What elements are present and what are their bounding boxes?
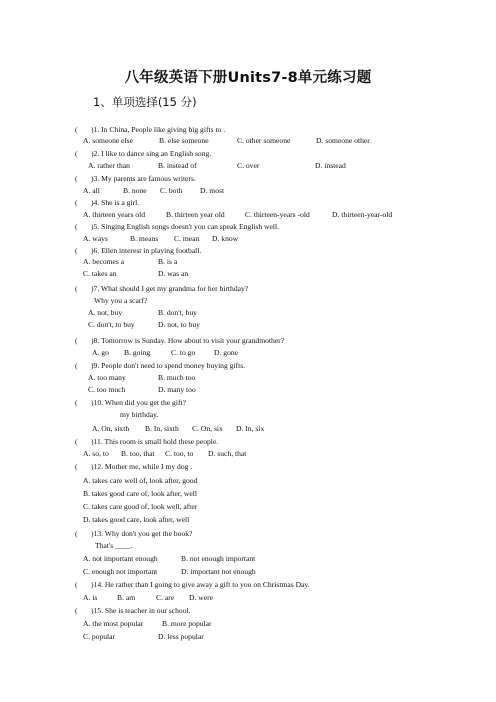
option-c: C. over [237, 161, 260, 170]
question-stem: )15. She is teacher in our school. [91, 606, 191, 615]
option-b: B. going [124, 348, 151, 357]
option-a: A. thirteen years old [83, 210, 145, 219]
question-line-2: Why you a scarf? [94, 296, 148, 305]
question-stem: )9. People don't need to spend money buying gifts. [91, 361, 246, 370]
question-11: ( )11. This room is small hold these people. [75, 437, 219, 446]
option-c: C. are [156, 593, 175, 602]
option-d: D. not, to buy [158, 320, 200, 329]
option-d: D. instead [315, 161, 346, 170]
option-a: A. becomes a [83, 257, 125, 266]
question-10: ( )10. When did you get the gift? [75, 398, 186, 407]
option-b: B. don't, buy [158, 308, 197, 317]
option-b: B. takes good care of, look after, well [83, 489, 197, 498]
section-heading: 1、单项选择(15 分) [93, 95, 197, 109]
option-c: C. takes care good of, look well, after [83, 502, 198, 511]
option-b: B. much too [158, 373, 196, 382]
question-1: ( )1. In China, People like giving big gifts to . [75, 125, 226, 134]
question-12: ( )12. Mother me, while I my dog . [75, 462, 193, 471]
option-b: B. thirteen year old [166, 210, 225, 219]
option-d: D. thirteen-year-old [332, 210, 393, 219]
option-d: D. someone other [316, 136, 370, 145]
option-b: B. none [123, 186, 147, 195]
option-d: D. important not enough [181, 567, 256, 576]
question-15: ( )15. She is teacher in our school. [75, 606, 191, 615]
option-c: C. too, to [165, 449, 194, 458]
question-3: ( )3. My parents are famous writers. [75, 174, 196, 183]
option-a: A. is [83, 593, 98, 602]
option-b: B. not enough important [181, 554, 256, 563]
option-a: A. someone else [83, 136, 133, 145]
option-d: D. takes good care, look after, well [83, 515, 190, 524]
question-stem: )14. He rather than I going to give away a gift to you on Christmas Day. [91, 580, 310, 589]
option-d: D. gone [214, 348, 239, 357]
question-7: ( )7. What should I get my grandma for her birthday? [75, 284, 249, 293]
option-d: D. many too [158, 385, 196, 394]
option-c: C. other someone [237, 136, 291, 145]
option-a: A. not important enough [83, 554, 158, 563]
question-stem: )13. Why don't you get the book? [91, 529, 193, 538]
option-b: B. too, that [121, 449, 155, 458]
option-a: A. On, sixth [92, 424, 130, 433]
question-5: ( )5. Singing English songs doesn't you can speak English well. [75, 222, 280, 231]
question-stem: )11. This room is small hold these people. [91, 437, 219, 446]
option-c: C. thirteen-years -old [245, 210, 310, 219]
option-c: C. mean [174, 234, 200, 243]
option-c: C. On, six [192, 424, 223, 433]
question-2: ( )2. I like to dance sing an English song. [75, 149, 212, 158]
option-c: C. to go [171, 348, 196, 357]
question-stem: )6. Ellen interest in playing football. [91, 246, 202, 255]
option-c: C. don't, to buy [88, 320, 135, 329]
option-a: A. the most popular [83, 619, 144, 628]
option-a: A. too many [88, 373, 126, 382]
option-a: A. all [83, 186, 100, 195]
question-14: ( )14. He rather than I going to give away a gift to you on Christmas Day. [75, 580, 310, 589]
option-c: C. popular [83, 632, 116, 641]
option-d: D. less popular [158, 632, 204, 641]
question-9: ( )9. People don't need to spend money buying gifts. [75, 361, 246, 370]
option-a: A. takes care well of, look after, good [83, 476, 198, 485]
option-d: D. In, six [236, 424, 265, 433]
option-a: A. so, to [83, 449, 109, 458]
option-b: B. am [117, 593, 136, 602]
option-a: A. not, buy [88, 308, 123, 317]
question-stem: )10. When did you get the gift? [91, 398, 186, 407]
question-stem: )3. My parents are famous writers. [91, 174, 196, 183]
option-b: B. else someone [159, 136, 209, 145]
question-line-2: That's ____. [95, 541, 133, 550]
option-d: D. were [189, 593, 214, 602]
option-c: C. both [160, 186, 183, 195]
option-c: C. enough not important [83, 567, 158, 576]
option-d: D. such, that [208, 449, 247, 458]
question-stem: )2. I like to dance sing an English song. [91, 149, 212, 158]
option-b: B. more popular [162, 619, 212, 628]
option-a: A. rather than [88, 161, 130, 170]
option-b: B. In, sixth [145, 424, 179, 433]
question-stem: )8. Tomorrow is Sunday. How about to visit your grandmother? [91, 336, 285, 345]
question-8: ( )8. Tomorrow is Sunday. How about to visit your grandmother? [75, 336, 285, 345]
question-stem: )4. She is a girl. [91, 198, 140, 207]
option-a: A. ways [83, 234, 108, 243]
option-c: C. takes an [83, 269, 117, 278]
option-a: A. go [92, 348, 109, 357]
option-d: D. was an [158, 269, 189, 278]
page-title: 八年级英语下册Units7-8单元练习题 [124, 70, 372, 86]
option-b: B. means [130, 234, 159, 243]
question-stem: )12. Mother me, while I my dog . [91, 462, 193, 471]
option-c: C. too much [88, 385, 126, 394]
question-13: ( )13. Why don't you get the book? [75, 529, 193, 538]
question-stem: )7. What should I get my grandma for her birthday? [91, 284, 249, 293]
option-b: B. is a [158, 257, 178, 266]
question-stem: )1. In China, People like giving big gifts to . [91, 125, 226, 134]
option-d: D. most [200, 186, 225, 195]
option-b: B. instead of [158, 161, 197, 170]
question-6: ( )6. Ellen interest in playing football. [75, 246, 202, 255]
option-d: D. know [212, 234, 239, 243]
question-line-2: my birthday. [120, 410, 159, 419]
question-stem: )5. Singing English songs doesn't you can speak English well. [91, 222, 280, 231]
question-4: ( )4. She is a girl. [75, 198, 140, 207]
